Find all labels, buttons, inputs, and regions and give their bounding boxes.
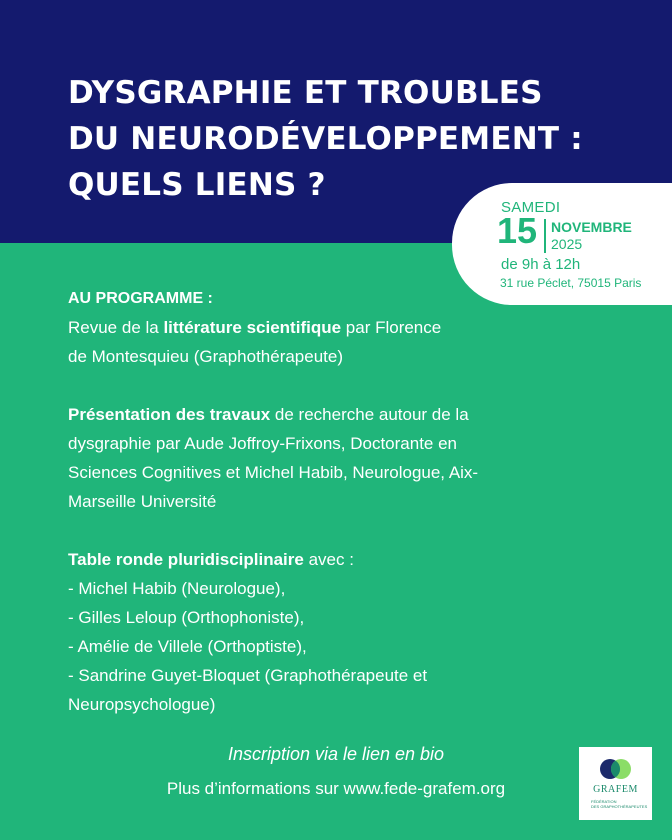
program-item-literature (68, 313, 588, 342)
title-line-1: DYSGRAPHIE ET TROUBLES (68, 75, 543, 111)
day-number: 15 (497, 210, 538, 251)
title-line-3: QUELS LIENS ? (68, 167, 326, 203)
participant: - Gilles Leloup (Orthophoniste), (68, 608, 305, 627)
logo-subtitle-line1: FÉDÉRATION (591, 799, 617, 804)
program-heading: AU PROGRAMME : (68, 290, 213, 307)
year: 2025 (551, 236, 583, 252)
participant: - Sandrine Guyet-Bloquet (Graphothérapeute et (68, 666, 428, 685)
date-separator (544, 219, 546, 253)
item1-pre: Revue de la (68, 318, 164, 337)
program-item-roundtable (68, 545, 588, 574)
more-info-link[interactable]: Plus d’informations sur www.fede-grafem.org (166, 779, 506, 798)
grafem-logo (579, 747, 652, 820)
month: NOVEMBRE (551, 219, 632, 235)
logo-circles-icon (579, 747, 652, 787)
item1-line2: de Montesquieu (Graphothérapeute) (68, 347, 344, 366)
program-section (68, 284, 588, 719)
item1-bold: littérature scientifique (163, 318, 342, 337)
item2-line4: Marseille Université (68, 492, 217, 511)
item2-line2: dysgraphie par Aude Joffroy-Frixons, Doctorante en (68, 434, 458, 453)
event-address: 31 rue Péclet, 75015 Paris (500, 276, 642, 290)
logo-subtitle-line2: DES GRAPHOTHÉRAPEUTES (591, 804, 648, 809)
participant: Neuropsychologue) (68, 695, 216, 714)
program-item-research (68, 400, 588, 429)
item3-post: avec : (303, 550, 354, 569)
item3-bold: Table ronde pluridisciplinaire (68, 550, 304, 569)
logo-subtitle (591, 799, 649, 809)
title-line-2: DU NEURODÉVELOPPEMENT : (68, 121, 583, 157)
participant: - Amélie de Villele (Orthoptiste), (68, 637, 307, 656)
logo-name: GRAFEM (593, 784, 638, 795)
day-name: SAMEDI (501, 199, 561, 216)
item2-line3: Sciences Cognitives et Michel Habib, Neurologue, Aix- (68, 463, 479, 482)
item2-post: de recherche autour de la (270, 405, 469, 424)
item2-bold: Présentation des travaux (68, 405, 271, 424)
item1-post: par Florence (341, 318, 442, 337)
event-time: de 9h à 12h (501, 256, 581, 273)
participant: - Michel Habib (Neurologue), (68, 579, 286, 598)
registration-note: Inscription via le lien en bio (227, 744, 445, 764)
